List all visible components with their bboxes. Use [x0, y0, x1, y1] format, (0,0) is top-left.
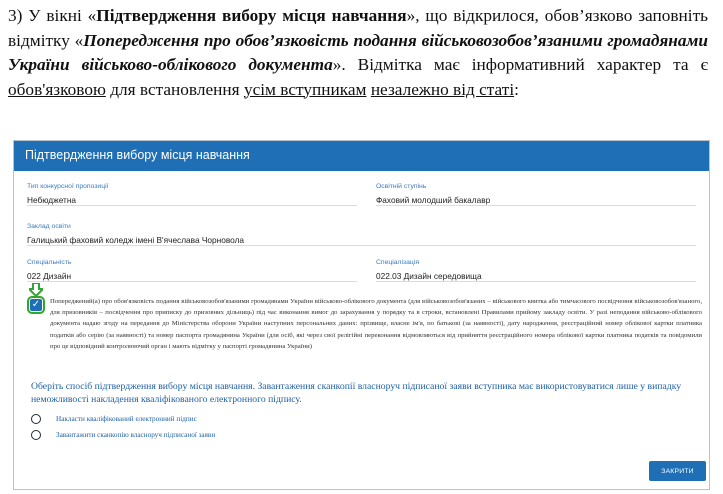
instruction-window-name: Підтвердження вибору місця навчання: [96, 6, 407, 25]
competition-type-value: Небюджетна: [27, 195, 77, 205]
close-button[interactable]: ЗАКРИТИ: [649, 461, 706, 481]
instruction-text-3: ». Відмітка має інформативний характер та є: [332, 55, 708, 74]
divider: [27, 245, 696, 246]
specialty-value: 022 Дизайн: [27, 271, 72, 281]
instruction-colon: :: [514, 79, 519, 99]
option-digital-signature[interactable]: [31, 414, 197, 424]
radio-button[interactable]: [31, 414, 41, 424]
instruction-regardless-gender: незалежно від статі: [370, 79, 515, 99]
specialization-label: Спеціалізація: [376, 259, 420, 266]
education-level-field: [376, 183, 490, 205]
institution-field: [27, 223, 244, 245]
instruction-text-2: », що відкрилося, обов’язково заповніть відмітку «: [8, 6, 709, 50]
specialization-value: 022.03 Дизайн середовища: [376, 271, 482, 281]
divider: [27, 205, 357, 206]
confirmation-method-prompt: Оберіть спосіб підтвердження вибору місця навчання. Завантаження сканкопії власноруч підписаної заяви вступника має використовуватися лише у випадку неможливості накладення кваліфікованого електронного підпису.: [31, 381, 682, 405]
instruction-text-1: 3) У вікні «: [8, 6, 97, 25]
instruction-text-4: для встановлення: [105, 79, 244, 99]
divider: [376, 281, 696, 282]
specialty-label: Спеціальність: [27, 259, 72, 266]
competition-type-label: Тип конкурсної пропозиції: [27, 183, 109, 190]
instruction-mandatory: обов'язковою: [8, 79, 106, 99]
competition-type-field: [27, 183, 109, 205]
option-label: Накласти кваліфікований електронний підпис: [56, 415, 197, 423]
instruction-all-applicants: усім вступникам: [243, 79, 367, 99]
option-label: Завантажити сканкопію власноруч підписаної заяви: [56, 431, 216, 439]
military-notice-checkbox[interactable]: ✓: [31, 299, 41, 310]
institution-value: Галицький фаховий коледж імені В'ячеслава Чорновола: [27, 235, 245, 245]
education-level-value: Фаховий молодший бакалавр: [376, 195, 491, 205]
divider: [27, 281, 357, 282]
option-upload-scan[interactable]: [31, 430, 215, 440]
instruction-mark-name: Попередження про обов’язковість подання військовозобов’язаними громадянами України військово-облікового документа: [8, 30, 708, 74]
divider: [376, 205, 696, 206]
specialty-field: [27, 259, 71, 281]
dialog-title: Підтвердження вибору місця навчання: [14, 141, 709, 171]
military-notice-text: Попереджений(а) про обов'язковість подання військовозобов'язаними громадянами України військово-облікового документа (для військовозобов'язаних – військового квитка або тимчасового посвідчення військовозобов'язаного, для призовників – посвідчення про приписку до призовних дільниць) під час виконання вимог до зарахування у порядку та в строки, встановлені Правилами прийому закладу освіти. У разі неподання військово-облікового документа надаю згоду на передання до Міністерства оборони України наступних персональних даних: прізвище, власне ім'я, по батькові (за наявності), дату народження, реєстраційний номер облікової картки платника податків або серію (за наявності) та номер паспорта громадянина України (для осіб, які через свої релігійні переконання відмовляються від прийняття реєстраційного номера облікової картки платника податків та повідомили про це відповідний контролюючий орган і мають відмітку у паспорті громадянина України): [50, 298, 702, 350]
education-level-label: Освітній ступінь: [376, 183, 427, 190]
arrow-down-icon: [29, 283, 43, 296]
specialization-field: [376, 259, 482, 281]
instruction-paragraph: [8, 4, 708, 102]
institution-label: Заклад освіти: [27, 223, 71, 230]
radio-button[interactable]: [31, 430, 41, 440]
